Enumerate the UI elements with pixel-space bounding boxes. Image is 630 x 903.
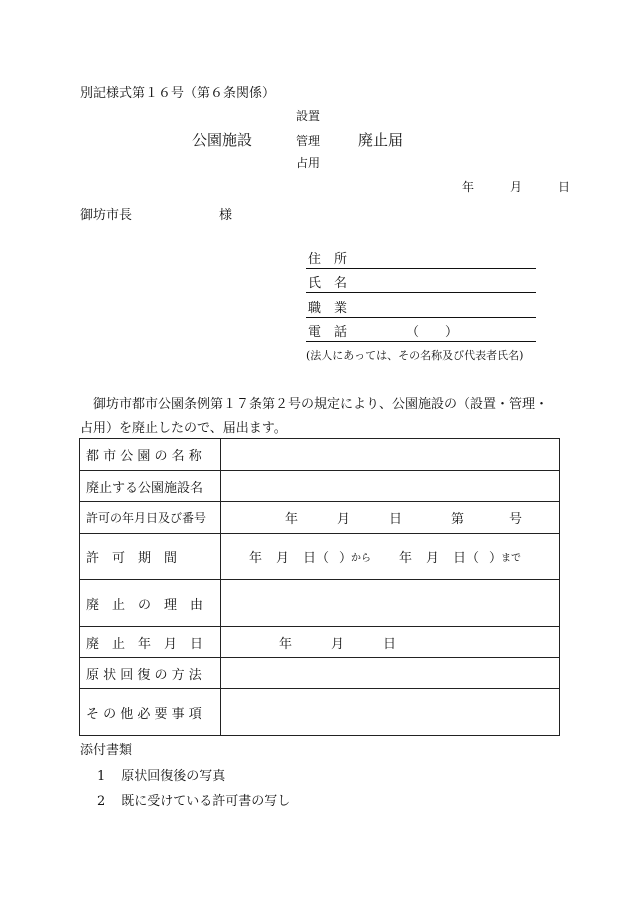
attachment-item [97, 765, 225, 784]
phone-label: 電 話 [308, 325, 348, 340]
period-end-day: 日（ [453, 551, 480, 566]
facility-name-label: 廃止する公園施設名 [80, 471, 221, 502]
notification-table [79, 438, 560, 736]
table-row [80, 439, 560, 471]
permit-period-value[interactable] [221, 534, 560, 580]
restore-method-value[interactable] [221, 658, 560, 689]
permit-date-no-label: 許可の年月日及び番号 [80, 502, 221, 534]
reason-value[interactable] [221, 580, 560, 627]
address-label: 住 所 [308, 252, 348, 267]
corporate-note: (法人にあっては、その名称及び代表者氏名) [306, 349, 524, 362]
park-name-value[interactable] [221, 439, 560, 471]
park-name-label: 都 市 公 園 の 名 称 [80, 439, 221, 471]
name-field[interactable] [306, 272, 536, 293]
table-row [80, 502, 560, 534]
abolish-date-fields [227, 633, 553, 652]
addressee-name: 御坊市長 [80, 208, 133, 223]
period-end-close: ） [489, 551, 503, 566]
title-type-setup: 設置 [296, 109, 321, 123]
addressee-honorific: 様 [219, 208, 233, 223]
attachments-title: 添付書類 [80, 743, 133, 758]
abolish-day: 日 [383, 636, 397, 652]
attachment-item [97, 790, 290, 809]
attachment-text: 原状回復後の写真 [121, 769, 226, 784]
date-month: 月 [510, 180, 523, 194]
abolish-date-value[interactable] [221, 627, 560, 658]
permit-period-label: 許 可 期 間 [80, 534, 221, 580]
other-label: そ の 他 必 要 事 項 [80, 689, 221, 736]
address-field[interactable] [306, 248, 536, 269]
restore-method-label: 原 状 回 復 の 方 法 [80, 658, 221, 689]
attachment-number: 1 [97, 769, 106, 784]
other-value[interactable] [221, 689, 560, 736]
table-row [80, 627, 560, 658]
table-row [80, 534, 560, 580]
statement-paragraph [80, 393, 560, 441]
phone-field[interactable] [306, 321, 536, 342]
title-type-management: 管理 [296, 134, 321, 148]
abolish-date-label: 廃 止 年 月 日 [80, 627, 221, 658]
statement-text: 御坊市都市公園条例第１７条第２号の規定により、公園施設の（設置・管理・占用）を廃止したので、届出ます。 [80, 397, 549, 436]
table-row [80, 471, 560, 502]
permit-period-fields [227, 547, 553, 566]
period-from: から [351, 553, 371, 564]
name-label: 氏 名 [308, 276, 348, 291]
abolish-year: 年 [279, 636, 293, 652]
date-year: 年 [462, 180, 475, 194]
permit-dai: 第 [451, 512, 465, 527]
title-type-occupancy: 占用 [296, 156, 321, 170]
table-row [80, 689, 560, 736]
permit-date-no-fields [227, 508, 553, 527]
table-row [80, 658, 560, 689]
reason-label: 廃 止 の 理 由 [80, 580, 221, 627]
title-suffix: 廃止届 [358, 131, 404, 149]
permit-day: 日 [389, 512, 403, 527]
period-end-month: 月 [426, 551, 440, 566]
period-until: まで [501, 553, 521, 564]
occupation-field[interactable] [306, 297, 536, 318]
form-number: 別記様式第１６号（第６条関係） [80, 86, 276, 101]
table-row [80, 580, 560, 627]
attachment-number: 2 [97, 794, 106, 809]
phone-area-code-parens: （ ） [406, 325, 459, 340]
facility-name-value[interactable] [221, 471, 560, 502]
period-end-year: 年 [399, 551, 413, 566]
permit-month: 月 [337, 512, 351, 527]
attachment-text: 既に受けている許可書の写し [121, 794, 291, 809]
period-start-year: 年 [249, 551, 263, 566]
period-start-close: ） [339, 551, 353, 566]
submission-date [462, 178, 570, 195]
occupation-label: 職 業 [308, 301, 348, 316]
period-start-day: 日（ [303, 551, 330, 566]
period-start-month: 月 [276, 551, 290, 566]
permit-go: 号 [509, 512, 523, 527]
date-day: 日 [558, 180, 571, 194]
permit-year: 年 [285, 512, 299, 527]
abolish-month: 月 [331, 636, 345, 652]
title-facility: 公園施設 [192, 131, 253, 149]
permit-date-no-value[interactable] [221, 502, 560, 534]
